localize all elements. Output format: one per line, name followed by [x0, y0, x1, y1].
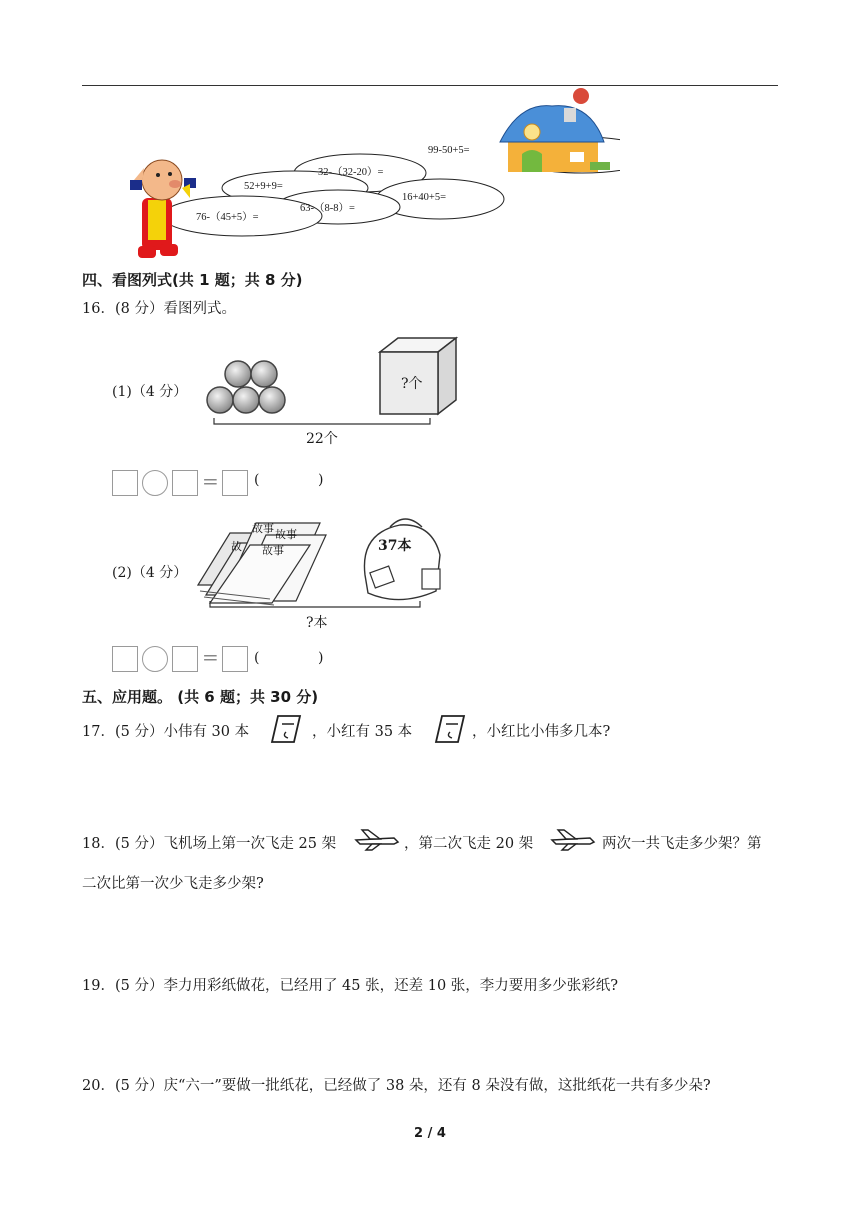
- balls-cube-figure: [200, 332, 465, 432]
- part-2-label: (2)（4 分）: [112, 565, 188, 581]
- equation-5: 63-（8-8）=: [300, 203, 355, 214]
- question-17-part-b: ，小红有 35 本: [312, 724, 413, 740]
- unit-paren-open-1: (: [254, 472, 260, 488]
- balls-icon: [207, 361, 285, 413]
- unit-paren-close-2: ): [318, 650, 324, 666]
- page-number: 2 / 4: [414, 1126, 446, 1141]
- operator-circle-1[interactable]: [142, 470, 168, 496]
- question-20: 20．(5 分）庆“六一”要做一批纸花，已经做了 38 朵，还有 8 朵没有做，这批纸花一共有多少朵?: [82, 1078, 711, 1094]
- book-icon-2: [432, 712, 468, 746]
- unit-paren-open-2: (: [254, 650, 260, 666]
- question-17-part-a: 17．(5 分）小伟有 30 本: [82, 724, 250, 740]
- equals-sign-2: =: [202, 645, 219, 669]
- question-19: 19．(5 分）李力用彩纸做花，已经用了 45 张，还差 10 张，李力要用多少张彩纸?: [82, 978, 619, 994]
- equation-3: 52+9+9=: [244, 181, 283, 192]
- answer-box-2b[interactable]: [172, 646, 198, 672]
- question-18-part-c: 两次一共飞走多少架？第: [602, 836, 762, 852]
- school-bag-icon: [364, 519, 440, 600]
- section-4-heading: 四、看图列式(共 1 题；共 8 分): [82, 271, 303, 289]
- answer-box-1a[interactable]: [112, 470, 138, 496]
- answer-box-2a[interactable]: [112, 646, 138, 672]
- equation-1: 99-50+5=: [428, 145, 470, 156]
- unit-paren-close-1: ): [318, 472, 324, 488]
- header-rule: [82, 85, 778, 86]
- airplane-icon: [354, 828, 400, 852]
- house-icon: [500, 88, 610, 172]
- equals-sign-1: =: [202, 469, 219, 493]
- cube-label: ?个: [401, 376, 423, 392]
- answer-box-1c[interactable]: [222, 470, 248, 496]
- equation-4: 16+40+5=: [402, 192, 447, 203]
- question-18-part-d: 二次比第一次少飞走多少架?: [82, 876, 264, 892]
- answer-box-1b[interactable]: [172, 470, 198, 496]
- question-16: 16．(8 分）看图列式。: [82, 301, 236, 317]
- book-title-4: 故事: [262, 544, 284, 557]
- equation-2: 32-（32-20）=: [318, 167, 384, 178]
- bag-37-label: 37本: [378, 538, 412, 554]
- book-title-2: 故事: [275, 528, 297, 541]
- equation-6: 76-（45+5）=: [196, 212, 259, 223]
- book-title-3: 故: [231, 540, 242, 553]
- question-18-part-a: 18．(5 分）飞机场上第一次飞走 25 架: [82, 836, 337, 852]
- question-17-part-c: ，小红比小伟多几本?: [472, 724, 611, 740]
- total-brace: [214, 418, 430, 424]
- question-18-part-b: ，第二次飞走 20 架: [404, 836, 534, 852]
- book-title-1: 故事: [252, 522, 274, 535]
- book-icon: [268, 712, 304, 746]
- part-1-label: (1)（4 分）: [112, 384, 188, 400]
- total-unknown-label: ?本: [306, 615, 328, 631]
- operator-circle-2[interactable]: [142, 646, 168, 672]
- airplane-icon-2: [550, 828, 596, 852]
- section-5-heading: 五、应用题。 (共 6 题；共 30 分): [82, 688, 319, 706]
- total-22-label: 22个: [306, 431, 338, 447]
- answer-box-2c[interactable]: [222, 646, 248, 672]
